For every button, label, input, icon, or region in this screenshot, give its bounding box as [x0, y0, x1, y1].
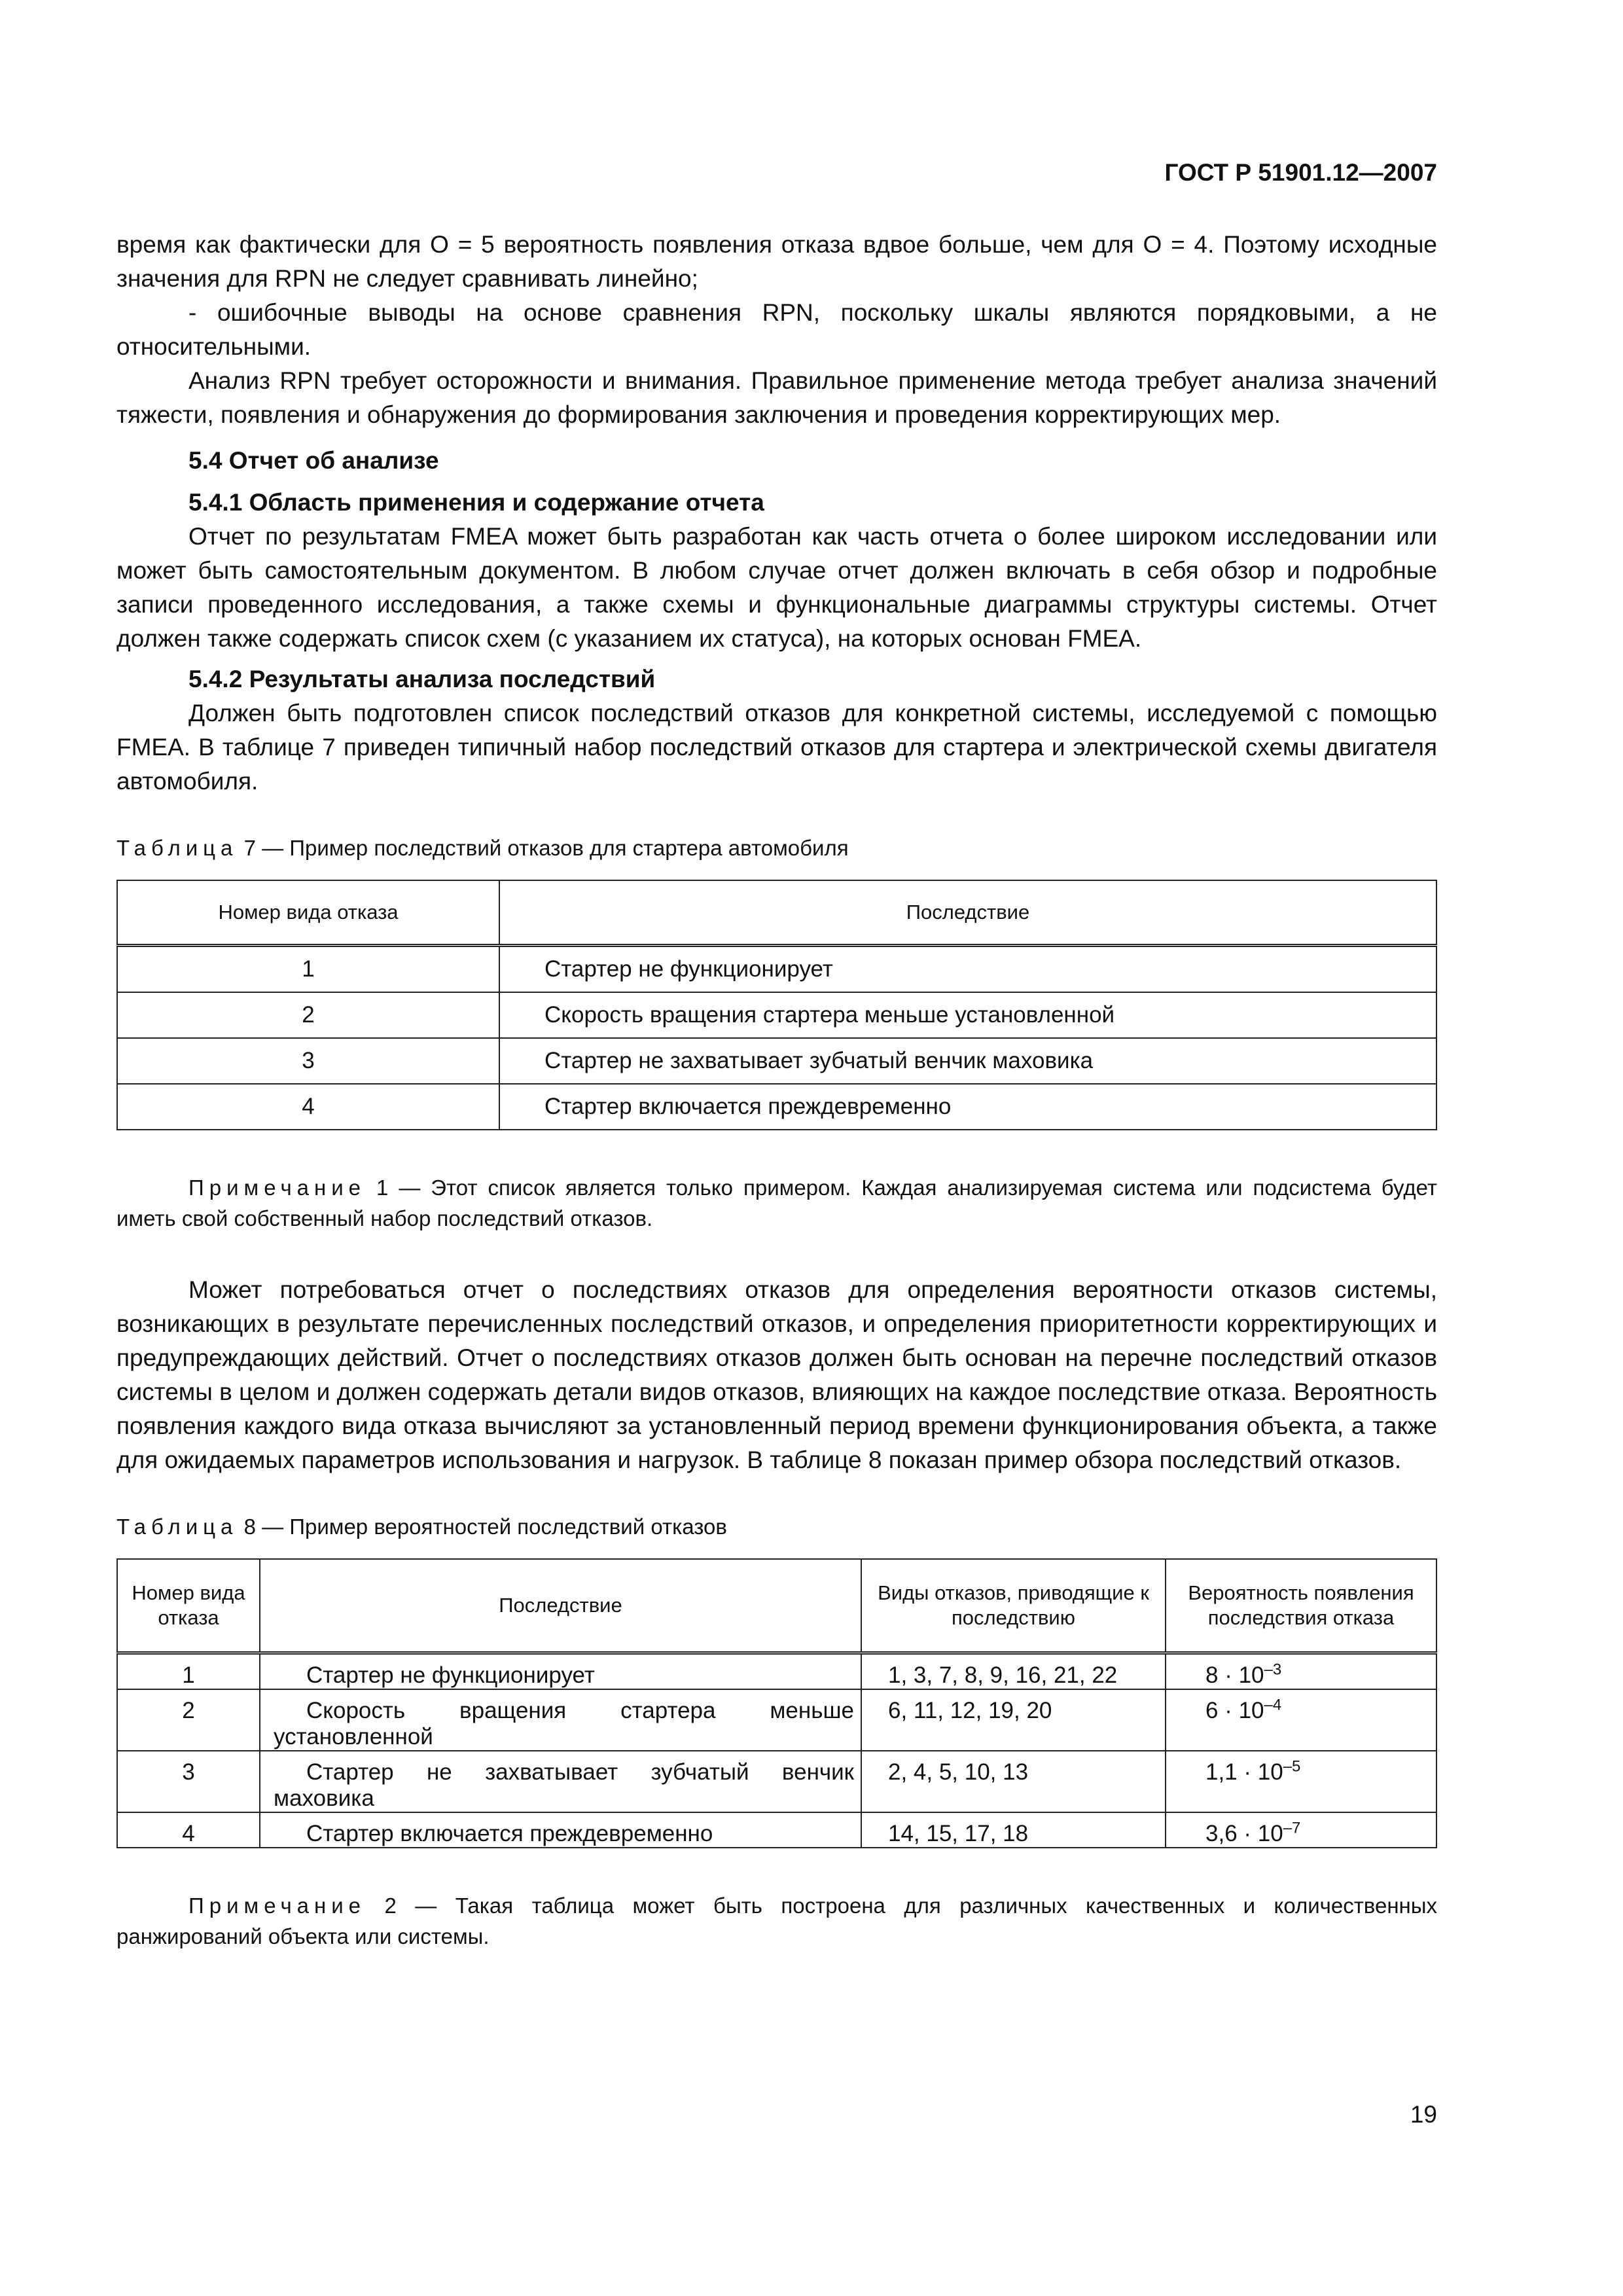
table-7 — [116, 880, 1437, 1130]
paragraph-effects-report: Может потребоваться отчет о последствиях отказов для определения вероятности отказов системы, возникающих в результате перечисленных последствий отказов, и определения приоритетности корректирующих и предупреждающих действий. Отчет о последствиях отказов должен быть основан на перечне последствий отказов системы в целом и должен содержать детали видов отказов, влияющих на каждое последствие отказа. Вероятность появления каждого вида отказа вычисляют за установленный период времени функционирования объекта, а также для ожидаемых параметров использования и нагрузок. В таблице 8 показан пример обзора последствий отказов. — [116, 1276, 1437, 1473]
table8-cell-number: 2 — [117, 1689, 260, 1751]
note-2: Примечание 2 — Такая таблица может быть построена для различных качественных и количественных ранжирований объекта или системы. — [116, 1893, 1437, 1948]
table-row — [117, 992, 1436, 1038]
table8-cell-probability: $3,6 \cdot 10^{-7}$ — [1166, 1812, 1436, 1848]
table7-cell-number: 4 — [117, 1084, 499, 1130]
table-row — [117, 1689, 1436, 1751]
table7-header-effect: Последствие — [499, 880, 1436, 946]
table-8 — [116, 1558, 1437, 1848]
table7-cell-number: 2 — [117, 992, 499, 1038]
table7-cell-effect: Стартер не функционирует — [499, 946, 1436, 993]
table-row — [117, 1084, 1436, 1130]
table7-cell-effect: Скорость вращения стартера меньше установленной — [499, 992, 1436, 1038]
section-heading-5-4: 5.4 Отчет об анализе — [188, 447, 439, 474]
table7-cell-effect: Стартер не захватывает зубчатый венчик маховика — [499, 1038, 1436, 1084]
table8-cell-probability: $6 \cdot 10^{-4}$ — [1166, 1689, 1436, 1751]
table7-cell-effect: Стартер включается преждевременно — [499, 1084, 1436, 1130]
table8-cell-effect: Стартер не захватывает зубчатый венчик маховика — [260, 1751, 861, 1812]
section-heading-5-4-1: 5.4.1 Область применения и содержание отчета — [188, 489, 764, 516]
table8-cell-effect: Скорость вращения стартера меньше установленной — [260, 1689, 861, 1751]
table8-cell-probability: $8 \cdot 10^{-3}$ — [1166, 1653, 1436, 1690]
paragraph-rpn-analysis: Анализ RPN требует осторожности и внимания. Правильное применение метода требует анализа значений тяжести, появления и обнаружения до формирования заключения и проведения корректирующих мер. — [116, 367, 1437, 428]
table7-cell-number: 3 — [117, 1038, 499, 1084]
table8-header-modes: Виды отказов, приводящие к последствию — [861, 1559, 1166, 1653]
table8-cell-probability: $1,1 \cdot 10^{-5}$ — [1166, 1751, 1436, 1812]
paragraph-continuation: время как фактически для O = 5 вероятность появления отказа вдвое больше, чем для O = 4. Поэтому исходные значения для RPN не следует сравнивать линейно; — [116, 231, 1437, 292]
table-row — [117, 1751, 1436, 1812]
page-number: 19 — [1410, 2101, 1437, 2128]
table8-cell-effect: Стартер включается преждевременно — [260, 1812, 861, 1848]
paragraph-list-item: - ошибочные выводы на основе сравнения RPN, поскольку шкалы являются порядковыми, а не относительными. — [116, 299, 1437, 360]
table-row — [117, 1038, 1436, 1084]
table8-header-effect: Последствие — [260, 1559, 861, 1653]
table-row — [117, 1653, 1436, 1690]
document-code: ГОСТ Р 51901.12—2007 — [1164, 159, 1437, 186]
table8-cell-number: 4 — [117, 1812, 260, 1848]
table8-cell-number: 3 — [117, 1751, 260, 1812]
table8-caption: Таблица 8 — Пример вероятностей последствий отказов — [116, 1515, 727, 1539]
section-heading-5-4-2: 5.4.2 Результаты анализа последствий — [188, 666, 656, 692]
table8-header-number: Номер вида отказа — [117, 1559, 260, 1653]
table7-cell-number: 1 — [117, 946, 499, 993]
paragraph-effects-results: Должен быть подготовлен список последствий отказов для конкретной системы, исследуемой с помощью FMEA. В таблице 7 приведен типичный набор последствий отказов для стартера и электрической схемы двигателя автомобиля. — [116, 700, 1437, 795]
table-row — [117, 1812, 1436, 1848]
table8-cell-number: 1 — [117, 1653, 260, 1690]
note-1: Примечание 1 — Этот список является только примером. Каждая анализируемая система или подсистема будет иметь свой собственный набор последствий отказов. — [116, 1175, 1437, 1230]
table7-header-number: Номер вида отказа — [117, 880, 499, 946]
table-row — [117, 946, 1436, 993]
table8-cell-modes: 2, 4, 5, 10, 13 — [861, 1751, 1166, 1812]
table8-cell-modes: 6, 11, 12, 19, 20 — [861, 1689, 1166, 1751]
table7-caption: Таблица 7 — Пример последствий отказов для стартера автомобиля — [116, 836, 849, 860]
page-body — [116, 228, 1437, 1991]
table8-cell-modes: 1, 3, 7, 8, 9, 16, 21, 22 — [861, 1653, 1166, 1690]
table8-header-probability: Вероятность появления последствия отказа — [1166, 1559, 1436, 1653]
table8-cell-modes: 14, 15, 17, 18 — [861, 1812, 1166, 1848]
paragraph-report-scope: Отчет по результатам FMEA может быть разработан как часть отчета о более широком исследовании или может быть самостоятельным документом. В любом случае отчет должен включать в себя обзор и подробные записи проведенного исследования, а также схемы и функциональные диаграммы структуры системы. Отчет должен также содержать список схем (с указанием их статуса), на которых основан FMEA. — [116, 523, 1437, 652]
table8-cell-effect: Стартер не функционирует — [260, 1653, 861, 1690]
